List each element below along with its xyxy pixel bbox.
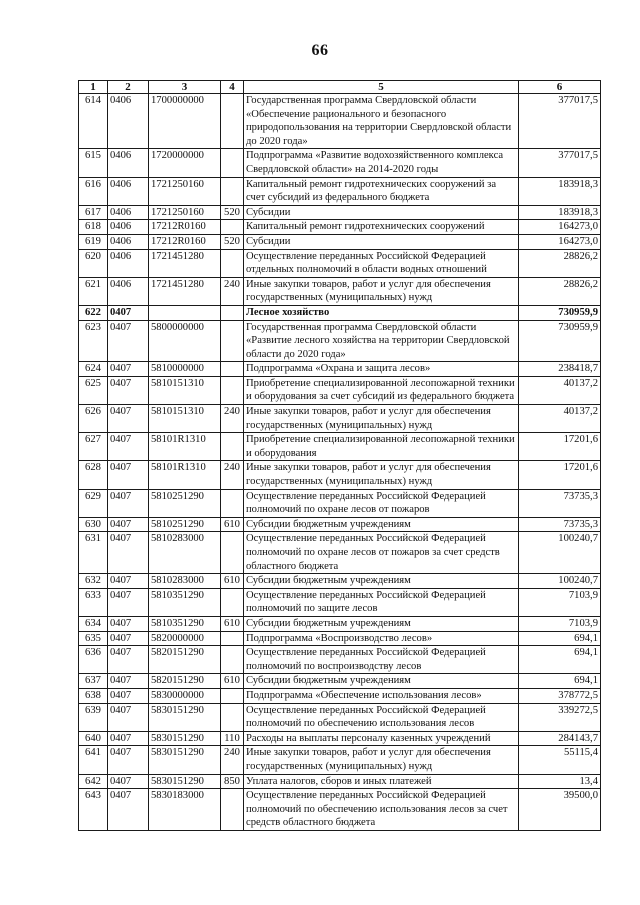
table-row <box>79 674 601 689</box>
section-code-cell: 0407 <box>108 433 149 461</box>
description-cell: Иные закупки товаров, работ и услуг для обеспечения государственных (муниципальных) нужд <box>244 746 519 774</box>
expense-type-code-cell: 850 <box>221 774 244 789</box>
section-code-cell: 0406 <box>108 234 149 249</box>
table-row <box>79 205 601 220</box>
section-code-cell: 0407 <box>108 574 149 589</box>
amount-cell: 378772,5 <box>519 688 601 703</box>
amount-cell: 7103,9 <box>519 588 601 616</box>
table-row <box>79 461 601 489</box>
description-cell: Субсидии <box>244 205 519 220</box>
amount-cell: 284143,7 <box>519 731 601 746</box>
expense-type-code-cell <box>221 220 244 235</box>
table-row <box>79 234 601 249</box>
target-item-code-cell: 5810351290 <box>149 616 221 631</box>
description-cell: Субсидии бюджетным учреждениям <box>244 574 519 589</box>
section-code-cell: 0406 <box>108 205 149 220</box>
column-header-3: 3 <box>149 81 221 94</box>
description-cell: Осуществление переданных Российской Федерацией полномочий по обеспечению использования лесов <box>244 703 519 731</box>
target-item-code-cell: 5820151290 <box>149 646 221 674</box>
target-item-code-cell: 5830183000 <box>149 789 221 831</box>
description-cell: Государственная программа Свердловской области «Развитие лесного хозяйства на территории Свердловской области до 2020 года» <box>244 320 519 362</box>
section-code-cell: 0407 <box>108 703 149 731</box>
section-code-cell: 0406 <box>108 220 149 235</box>
section-code-cell: 0406 <box>108 94 149 149</box>
expense-type-code-cell <box>221 433 244 461</box>
table-row <box>79 789 601 831</box>
amount-cell: 100240,7 <box>519 532 601 574</box>
description-cell: Осуществление переданных Российской Федерацией полномочий по охране лесов от пожаров <box>244 489 519 517</box>
expense-type-code-cell: 610 <box>221 574 244 589</box>
target-item-code-cell: 5810000000 <box>149 362 221 377</box>
amount-cell: 164273,0 <box>519 234 601 249</box>
description-cell: Подпрограмма «Воспроизводство лесов» <box>244 631 519 646</box>
expense-type-code-cell <box>221 703 244 731</box>
amount-cell: 377017,5 <box>519 94 601 149</box>
target-item-code-cell: 5830151290 <box>149 746 221 774</box>
description-cell: Иные закупки товаров, работ и услуг для обеспечения государственных (муниципальных) нужд <box>244 461 519 489</box>
amount-cell: 7103,9 <box>519 616 601 631</box>
amount-cell: 694,1 <box>519 631 601 646</box>
amount-cell: 73735,3 <box>519 517 601 532</box>
row-number-cell: 626 <box>79 405 108 433</box>
row-number-cell: 622 <box>79 305 108 320</box>
row-number-cell: 621 <box>79 277 108 305</box>
table-row <box>79 320 601 362</box>
target-item-code-cell: 5830151290 <box>149 731 221 746</box>
expense-type-code-cell <box>221 588 244 616</box>
table-row <box>79 362 601 377</box>
table-row <box>79 433 601 461</box>
row-number-cell: 617 <box>79 205 108 220</box>
table-row <box>79 277 601 305</box>
expense-type-code-cell: 520 <box>221 205 244 220</box>
column-header-2: 2 <box>108 81 149 94</box>
row-number-cell: 640 <box>79 731 108 746</box>
target-item-code-cell: 5820000000 <box>149 631 221 646</box>
amount-cell: 40137,2 <box>519 376 601 404</box>
table-row <box>79 517 601 532</box>
row-number-cell: 616 <box>79 177 108 205</box>
row-number-cell: 634 <box>79 616 108 631</box>
description-cell: Субсидии бюджетным учреждениям <box>244 674 519 689</box>
row-number-cell: 638 <box>79 688 108 703</box>
expense-type-code-cell <box>221 362 244 377</box>
amount-cell: 100240,7 <box>519 574 601 589</box>
amount-cell: 339272,5 <box>519 703 601 731</box>
description-cell: Осуществление переданных Российской Федерацией отдельных полномочий в области водных отношений <box>244 249 519 277</box>
section-code-cell: 0407 <box>108 532 149 574</box>
column-header-1: 1 <box>79 81 108 94</box>
row-number-cell: 633 <box>79 588 108 616</box>
table-row <box>79 149 601 177</box>
target-item-code-cell: 5810251290 <box>149 489 221 517</box>
section-code-cell: 0407 <box>108 646 149 674</box>
description-cell: Капитальный ремонт гидротехнических сооружений за счет субсидий из федерального бюджета <box>244 177 519 205</box>
amount-cell: 694,1 <box>519 646 601 674</box>
expense-type-code-cell: 520 <box>221 234 244 249</box>
section-code-cell: 0407 <box>108 320 149 362</box>
target-item-code-cell: 5810251290 <box>149 517 221 532</box>
column-header-6: 6 <box>519 81 601 94</box>
row-number-cell: 628 <box>79 461 108 489</box>
row-number-cell: 624 <box>79 362 108 377</box>
target-item-code-cell: 5810283000 <box>149 574 221 589</box>
target-item-code-cell: 17212R0160 <box>149 234 221 249</box>
table-row <box>79 731 601 746</box>
row-number-cell: 620 <box>79 249 108 277</box>
target-item-code-cell: 1721250160 <box>149 205 221 220</box>
description-cell: Осуществление переданных Российской Федерацией полномочий по охране лесов от пожаров за счет средств областного бюджета <box>244 532 519 574</box>
section-code-cell: 0406 <box>108 149 149 177</box>
table-row <box>79 94 601 149</box>
table-row <box>79 774 601 789</box>
description-cell: Приобретение специализированной лесопожарной техники и оборудования <box>244 433 519 461</box>
row-number-cell: 631 <box>79 532 108 574</box>
row-number-cell: 619 <box>79 234 108 249</box>
row-number-cell: 637 <box>79 674 108 689</box>
target-item-code-cell: 1700000000 <box>149 94 221 149</box>
expense-type-code-cell: 240 <box>221 405 244 433</box>
expense-type-code-cell <box>221 646 244 674</box>
page-number: 66 <box>311 42 329 59</box>
table-row <box>79 588 601 616</box>
description-cell: Государственная программа Свердловской области «Обеспечение рационального и безопасного природопользования на территории Свердловской области до 2020 года» <box>244 94 519 149</box>
expense-type-code-cell <box>221 376 244 404</box>
amount-cell: 17201,6 <box>519 433 601 461</box>
section-code-cell: 0406 <box>108 249 149 277</box>
amount-cell: 28826,2 <box>519 277 601 305</box>
target-item-code-cell: 58101R1310 <box>149 461 221 489</box>
amount-cell: 55115,4 <box>519 746 601 774</box>
amount-cell: 238418,7 <box>519 362 601 377</box>
expense-type-code-cell <box>221 149 244 177</box>
row-number-cell: 630 <box>79 517 108 532</box>
table-row <box>79 177 601 205</box>
description-cell: Приобретение специализированной лесопожарной техники и оборудования за счет субсидий из федерального бюджета <box>244 376 519 404</box>
row-number-cell: 639 <box>79 703 108 731</box>
expense-type-code-cell: 610 <box>221 674 244 689</box>
section-code-cell: 0406 <box>108 177 149 205</box>
description-cell: Субсидии <box>244 234 519 249</box>
target-item-code-cell: 58101R1310 <box>149 433 221 461</box>
expense-type-code-cell: 110 <box>221 731 244 746</box>
target-item-code-cell: 1721250160 <box>149 177 221 205</box>
table-row <box>79 405 601 433</box>
expense-type-code-cell <box>221 94 244 149</box>
expense-type-code-cell: 240 <box>221 277 244 305</box>
table-row <box>79 249 601 277</box>
expense-type-code-cell: 240 <box>221 746 244 774</box>
section-code-cell: 0407 <box>108 588 149 616</box>
target-item-code-cell: 5810151310 <box>149 405 221 433</box>
section-code-cell: 0407 <box>108 362 149 377</box>
expense-type-code-cell <box>221 631 244 646</box>
target-item-code-cell: 5830151290 <box>149 703 221 731</box>
row-number-cell: 642 <box>79 774 108 789</box>
description-cell: Капитальный ремонт гидротехнических сооружений <box>244 220 519 235</box>
expense-type-code-cell <box>221 532 244 574</box>
target-item-code-cell <box>149 305 221 320</box>
table-row <box>79 305 601 320</box>
description-cell: Подпрограмма «Развитие водохозяйственного комплекса Свердловской области» на 2014-2020 годы <box>244 149 519 177</box>
row-number-cell: 641 <box>79 746 108 774</box>
section-code-cell: 0406 <box>108 277 149 305</box>
section-code-cell: 0407 <box>108 631 149 646</box>
amount-cell: 377017,5 <box>519 149 601 177</box>
section-code-cell: 0407 <box>108 774 149 789</box>
table-row <box>79 616 601 631</box>
expense-type-code-cell: 610 <box>221 616 244 631</box>
table-row <box>79 746 601 774</box>
table-body <box>79 94 601 831</box>
table-row <box>79 574 601 589</box>
row-number-cell: 643 <box>79 789 108 831</box>
expense-type-code-cell <box>221 177 244 205</box>
column-header-5: 5 <box>244 81 519 94</box>
amount-cell: 28826,2 <box>519 249 601 277</box>
row-number-cell: 618 <box>79 220 108 235</box>
row-number-cell: 614 <box>79 94 108 149</box>
row-number-cell: 635 <box>79 631 108 646</box>
table-row <box>79 631 601 646</box>
section-code-cell: 0407 <box>108 489 149 517</box>
description-cell: Осуществление переданных Российской Федерацией полномочий по воспроизводству лесов <box>244 646 519 674</box>
section-code-cell: 0407 <box>108 305 149 320</box>
description-cell: Уплата налогов, сборов и иных платежей <box>244 774 519 789</box>
amount-cell: 40137,2 <box>519 405 601 433</box>
amount-cell: 164273,0 <box>519 220 601 235</box>
description-cell: Лесное хозяйство <box>244 305 519 320</box>
description-cell: Субсидии бюджетным учреждениям <box>244 616 519 631</box>
header-row <box>79 81 601 94</box>
expense-type-code-cell <box>221 789 244 831</box>
target-item-code-cell: 1721451280 <box>149 249 221 277</box>
description-cell: Субсидии бюджетным учреждениям <box>244 517 519 532</box>
table-row <box>79 489 601 517</box>
row-number-cell: 627 <box>79 433 108 461</box>
table-row <box>79 703 601 731</box>
amount-cell: 183918,3 <box>519 177 601 205</box>
description-cell: Осуществление переданных Российской Федерацией полномочий по защите лесов <box>244 588 519 616</box>
section-code-cell: 0407 <box>108 731 149 746</box>
column-header-4: 4 <box>221 81 244 94</box>
expense-type-code-cell <box>221 249 244 277</box>
target-item-code-cell: 5810283000 <box>149 532 221 574</box>
table-row <box>79 220 601 235</box>
section-code-cell: 0407 <box>108 746 149 774</box>
amount-cell: 39500,0 <box>519 789 601 831</box>
row-number-cell: 623 <box>79 320 108 362</box>
budget-table <box>78 80 601 831</box>
amount-cell: 183918,3 <box>519 205 601 220</box>
target-item-code-cell: 17212R0160 <box>149 220 221 235</box>
row-number-cell: 615 <box>79 149 108 177</box>
target-item-code-cell: 5820151290 <box>149 674 221 689</box>
section-code-cell: 0407 <box>108 517 149 532</box>
table-row <box>79 688 601 703</box>
target-item-code-cell: 5830000000 <box>149 688 221 703</box>
description-cell: Иные закупки товаров, работ и услуг для обеспечения государственных (муниципальных) нужд <box>244 277 519 305</box>
amount-cell: 17201,6 <box>519 461 601 489</box>
expense-type-code-cell: 610 <box>221 517 244 532</box>
description-cell: Подпрограмма «Обеспечение использования лесов» <box>244 688 519 703</box>
section-code-cell: 0407 <box>108 405 149 433</box>
target-item-code-cell: 5810151310 <box>149 376 221 404</box>
section-code-cell: 0407 <box>108 376 149 404</box>
section-code-cell: 0407 <box>108 616 149 631</box>
section-code-cell: 0407 <box>108 688 149 703</box>
row-number-cell: 636 <box>79 646 108 674</box>
amount-cell: 73735,3 <box>519 489 601 517</box>
row-number-cell: 625 <box>79 376 108 404</box>
target-item-code-cell: 5800000000 <box>149 320 221 362</box>
target-item-code-cell: 5810351290 <box>149 588 221 616</box>
description-cell: Иные закупки товаров, работ и услуг для обеспечения государственных (муниципальных) нужд <box>244 405 519 433</box>
row-number-cell: 629 <box>79 489 108 517</box>
amount-cell: 694,1 <box>519 674 601 689</box>
row-number-cell: 632 <box>79 574 108 589</box>
amount-cell: 730959,9 <box>519 320 601 362</box>
section-code-cell: 0407 <box>108 674 149 689</box>
table-row <box>79 646 601 674</box>
description-cell: Подпрограмма «Охрана и защита лесов» <box>244 362 519 377</box>
expense-type-code-cell <box>221 320 244 362</box>
section-code-cell: 0407 <box>108 461 149 489</box>
expense-type-code-cell <box>221 489 244 517</box>
expense-type-code-cell <box>221 305 244 320</box>
table-row <box>79 532 601 574</box>
expense-type-code-cell <box>221 688 244 703</box>
amount-cell: 730959,9 <box>519 305 601 320</box>
target-item-code-cell: 1721451280 <box>149 277 221 305</box>
target-item-code-cell: 5830151290 <box>149 774 221 789</box>
description-cell: Расходы на выплаты персоналу казенных учреждений <box>244 731 519 746</box>
section-code-cell: 0407 <box>108 789 149 831</box>
expense-type-code-cell: 240 <box>221 461 244 489</box>
target-item-code-cell: 1720000000 <box>149 149 221 177</box>
table-row <box>79 376 601 404</box>
amount-cell: 13,4 <box>519 774 601 789</box>
description-cell: Осуществление переданных Российской Федерацией полномочий по обеспечению использования лесов за счет средств областного бюджета <box>244 789 519 831</box>
